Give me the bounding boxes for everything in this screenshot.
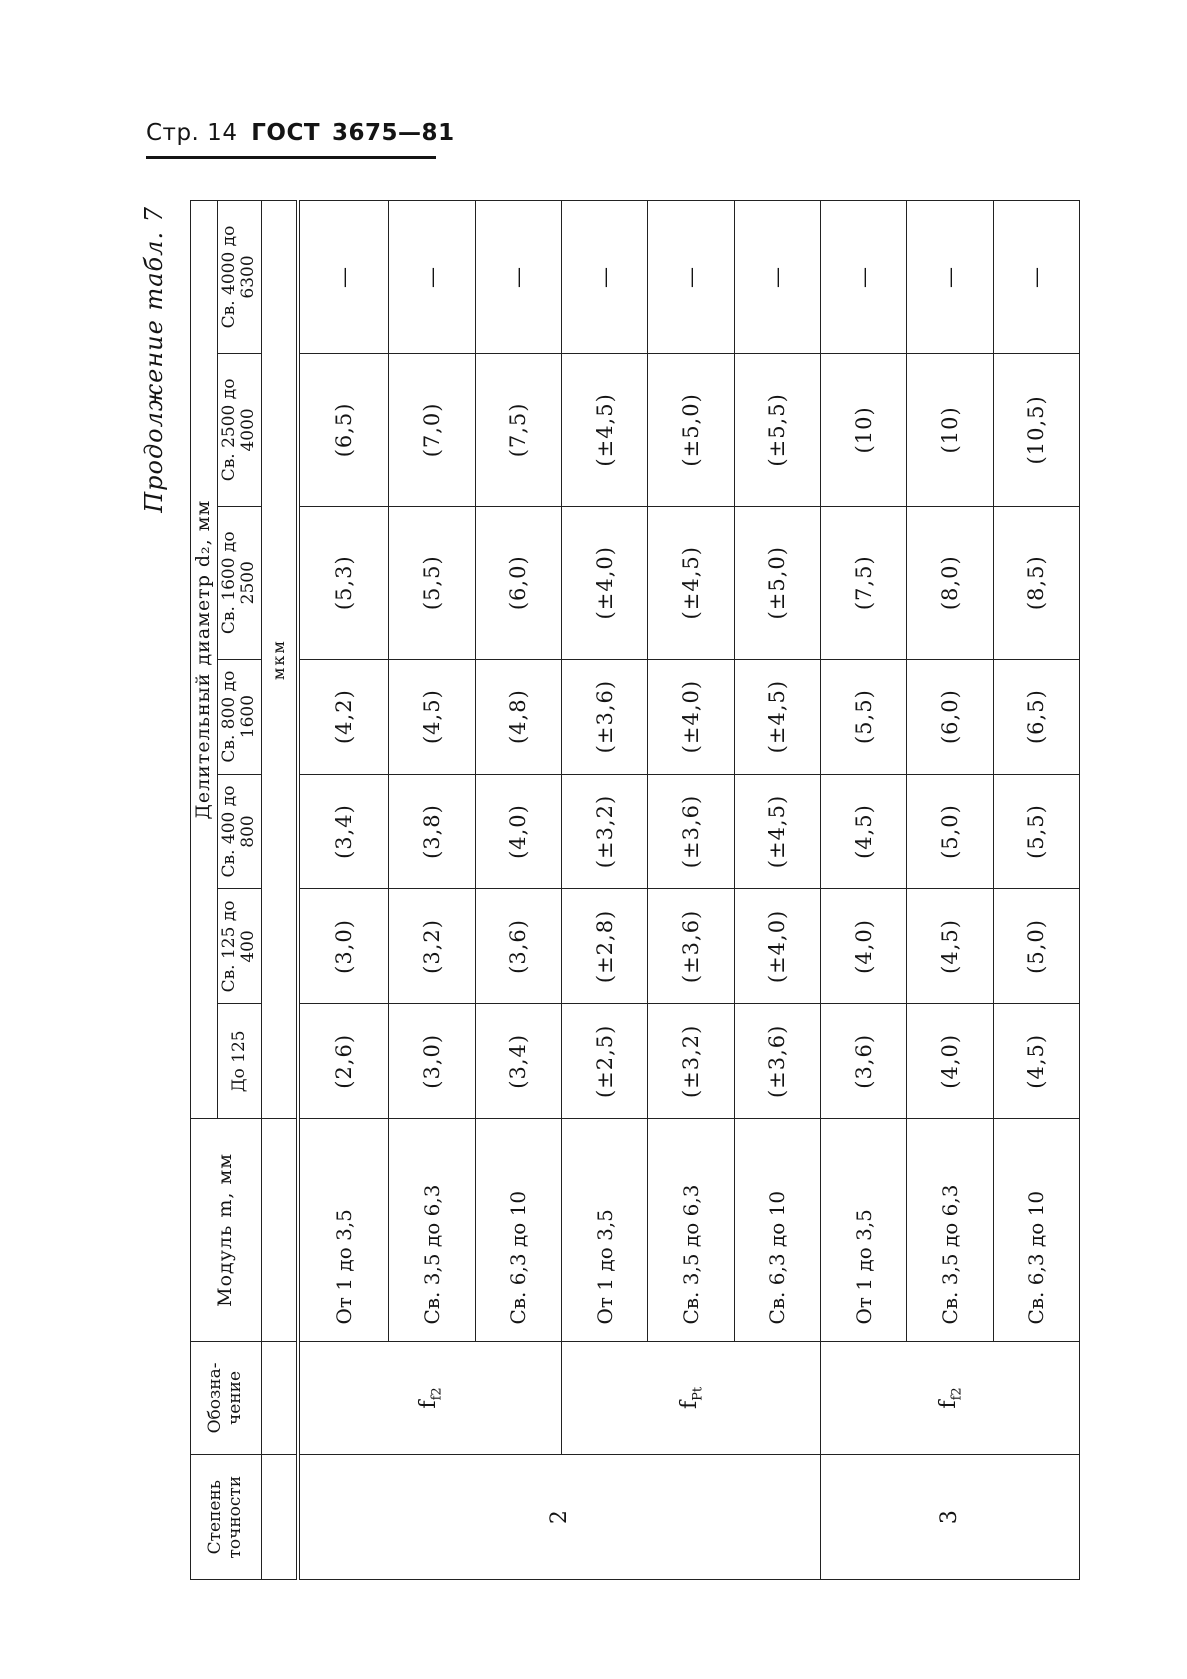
- standard-abbr: ГОСТ: [251, 120, 321, 146]
- degree-cell: 3: [820, 1455, 1079, 1580]
- value-cell: (10,5): [993, 353, 1079, 506]
- symbol-subscript: f2: [429, 1387, 445, 1401]
- module-cell: От 1 до 3,5: [561, 1119, 647, 1341]
- value-cell: (3,4): [475, 1004, 561, 1119]
- value-cell: —: [993, 201, 1079, 354]
- value-cell: (7,5): [820, 506, 906, 659]
- value-cell: (±3,6): [734, 1004, 820, 1119]
- value-cell: (±3,6): [648, 774, 734, 889]
- header-range: Св. 4000 до 6300: [217, 201, 261, 354]
- value-cell: (5,5): [993, 774, 1079, 889]
- page-number: Стр. 14: [146, 120, 238, 146]
- value-cell: —: [298, 201, 389, 354]
- module-cell: Св. 6,3 до 10: [993, 1119, 1079, 1341]
- value-cell: (2,6): [298, 1004, 389, 1119]
- value-cell: (±4,5): [648, 506, 734, 659]
- module-cell: От 1 до 3,5: [298, 1119, 389, 1341]
- value-cell: (10): [820, 353, 906, 506]
- table-row: [820, 201, 906, 1580]
- value-cell: (7,0): [389, 353, 475, 506]
- value-cell: —: [907, 201, 993, 354]
- value-cell: (6,0): [475, 506, 561, 659]
- value-cell: (5,5): [389, 506, 475, 659]
- module-cell: От 1 до 3,5: [820, 1119, 906, 1341]
- value-cell: (3,0): [389, 1004, 475, 1119]
- value-cell: (8,5): [993, 506, 1079, 659]
- value-cell: —: [734, 201, 820, 354]
- table-body: [298, 201, 1080, 1580]
- unit-label: мкм: [261, 201, 298, 1119]
- value-cell: (4,0): [475, 774, 561, 889]
- standard-number: 3675—81: [332, 120, 455, 146]
- tolerance-table: [190, 200, 1080, 1580]
- value-cell: (4,2): [298, 659, 389, 774]
- symbol-subscript: Pt: [690, 1386, 706, 1401]
- table-row: [298, 201, 389, 1580]
- header-range: Св. 800 до 1600: [217, 659, 261, 774]
- value-cell: (3,2): [389, 889, 475, 1004]
- header-range: Св. 125 до 400: [217, 889, 261, 1004]
- value-cell: —: [475, 201, 561, 354]
- value-cell: (±4,0): [734, 889, 820, 1004]
- module-cell: Св. 3,5 до 6,3: [389, 1119, 475, 1341]
- value-cell: (5,0): [993, 889, 1079, 1004]
- value-cell: (10): [907, 353, 993, 506]
- value-cell: (4,5): [820, 774, 906, 889]
- value-cell: —: [389, 201, 475, 354]
- value-cell: (±5,0): [734, 506, 820, 659]
- value-cell: (±4,0): [648, 659, 734, 774]
- degree-cell: 2: [298, 1455, 821, 1580]
- value-cell: (±3,2): [561, 774, 647, 889]
- value-cell: (4,5): [993, 1004, 1079, 1119]
- value-cell: (5,0): [907, 774, 993, 889]
- value-cell: (5,3): [298, 506, 389, 659]
- value-cell: (±4,0): [561, 506, 647, 659]
- symbol-main: f: [416, 1400, 442, 1409]
- value-cell: (±3,6): [648, 889, 734, 1004]
- header-rule: [146, 156, 436, 159]
- header-module: Модуль m, мм: [191, 1119, 262, 1341]
- value-cell: (±4,5): [561, 353, 647, 506]
- header-diameter: Делительный диаметр d₂, мм: [191, 201, 218, 1119]
- value-cell: (3,6): [820, 1004, 906, 1119]
- symbol-cell: [820, 1341, 1079, 1455]
- symbol-main: f: [676, 1400, 702, 1409]
- value-cell: (6,5): [298, 353, 389, 506]
- value-cell: (±3,2): [648, 1004, 734, 1119]
- value-cell: (7,5): [475, 353, 561, 506]
- value-cell: (4,0): [907, 1004, 993, 1119]
- value-cell: (±3,6): [561, 659, 647, 774]
- table-row: [561, 201, 647, 1580]
- header-degree: Степень точности: [191, 1455, 262, 1580]
- value-cell: (5,5): [820, 659, 906, 774]
- value-cell: (3,6): [475, 889, 561, 1004]
- header-range: Св. 2500 до 4000: [217, 353, 261, 506]
- header-range: Св. 1600 до 2500: [217, 506, 261, 659]
- module-cell: Св. 6,3 до 10: [734, 1119, 820, 1341]
- value-cell: (4,5): [907, 889, 993, 1004]
- value-cell: (±4,5): [734, 774, 820, 889]
- value-cell: (3,4): [298, 774, 389, 889]
- header-range: Св. 400 до 800: [217, 774, 261, 889]
- value-cell: (6,0): [907, 659, 993, 774]
- symbol-cell: [561, 1341, 820, 1455]
- value-cell: —: [648, 201, 734, 354]
- value-cell: —: [561, 201, 647, 354]
- symbol-cell: [298, 1341, 561, 1455]
- page-header: [146, 120, 461, 146]
- symbol-subscript: f2: [949, 1387, 965, 1401]
- symbol-main: f: [935, 1400, 961, 1409]
- value-cell: (8,0): [907, 506, 993, 659]
- value-cell: (±5,0): [648, 353, 734, 506]
- value-cell: (±4,5): [734, 659, 820, 774]
- value-cell: (4,0): [820, 889, 906, 1004]
- value-cell: (±2,8): [561, 889, 647, 1004]
- value-cell: (±5,5): [734, 353, 820, 506]
- module-cell: Св. 3,5 до 6,3: [907, 1119, 993, 1341]
- value-cell: (4,8): [475, 659, 561, 774]
- header-range: До 125: [217, 1004, 261, 1119]
- value-cell: (6,5): [993, 659, 1079, 774]
- value-cell: (3,0): [298, 889, 389, 1004]
- table-caption: Продолжение табл. 7: [140, 206, 168, 513]
- value-cell: (3,8): [389, 774, 475, 889]
- value-cell: —: [820, 201, 906, 354]
- value-cell: (±2,5): [561, 1004, 647, 1119]
- value-cell: (4,5): [389, 659, 475, 774]
- module-cell: Св. 3,5 до 6,3: [648, 1119, 734, 1341]
- module-cell: Св. 6,3 до 10: [475, 1119, 561, 1341]
- rotated-table-block: [140, 200, 1080, 1580]
- header-symbol: Обозна-чение: [191, 1341, 262, 1455]
